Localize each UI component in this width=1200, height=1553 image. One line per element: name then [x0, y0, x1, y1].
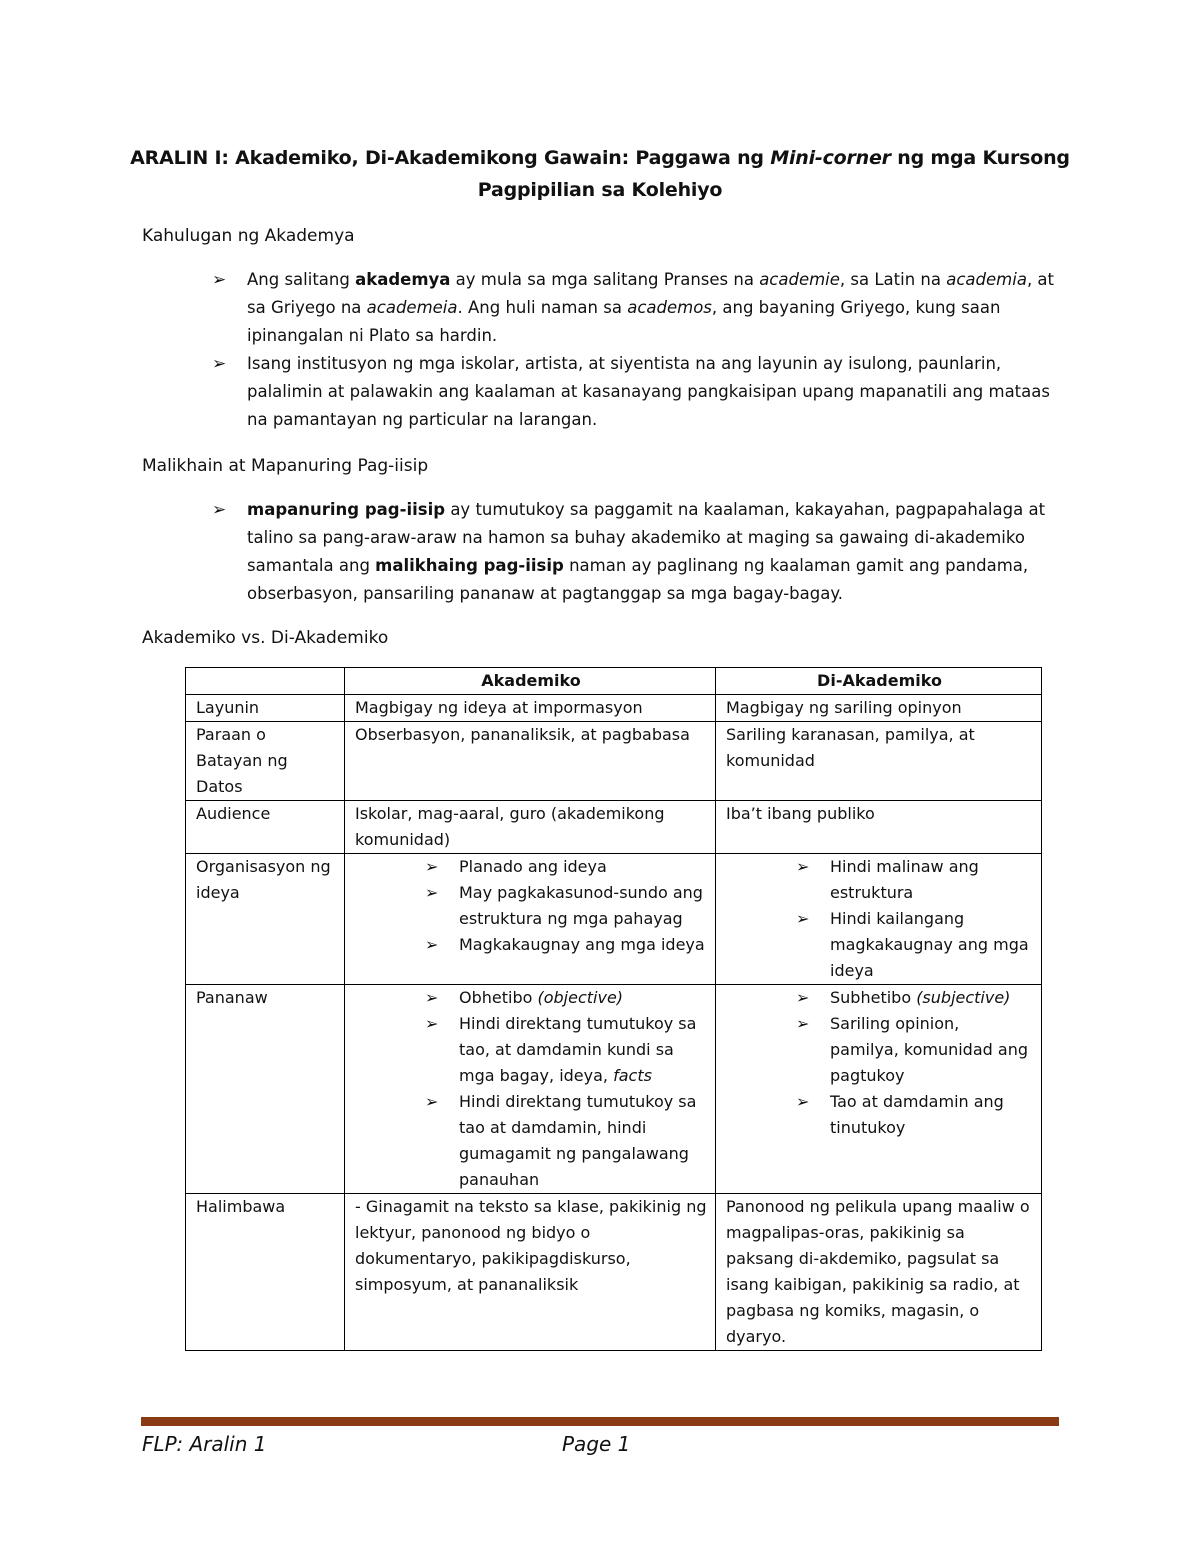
header-akademiko: Akademiko: [345, 668, 716, 695]
cell-di-akademiko: Magbigay ng sariling opinyon: [716, 695, 1042, 722]
header-di-akademiko: Di-Akademiko: [716, 668, 1042, 695]
list-item: ➢ Hindi malinaw ang estruktura: [796, 854, 1033, 906]
cell-akademiko: Obserbasyon, pananaliksik, at pagbabasa: [345, 722, 716, 801]
cell-akademiko: Magbigay ng ideya at impormasyon: [345, 695, 716, 722]
table-row: [186, 1194, 1042, 1351]
arrowhead-bullet-icon: ➢: [212, 354, 227, 374]
table-header-row: [186, 668, 1042, 695]
cell-akademiko: [345, 854, 716, 985]
arrowhead-bullet-icon: ➢: [796, 1092, 810, 1111]
arrowhead-bullet-icon: ➢: [425, 1014, 439, 1033]
arrowhead-bullet-icon: ➢: [796, 857, 810, 876]
list-item: ➢ May pagkakasunod-sundo ang estruktura ng mga pahayag: [425, 880, 707, 932]
kahulugan-bullet-list: [212, 266, 1072, 434]
row-label: Layunin: [186, 695, 345, 722]
list-item: ➢ Subhetibo (subjective): [796, 985, 1033, 1011]
table-row: [186, 695, 1042, 722]
cell-bullet-list: [355, 854, 707, 958]
cell-di-akademiko: Panonood ng pelikula upang maaliw o magpalipas-oras, pakikinig sa paksang di-akdemiko, pagsulat sa isang kaibigan, pakikinig sa radio, at pagbasa ng komiks, magasin, o dyaryo.: [716, 1194, 1042, 1351]
title-line-2: Pagpipilian sa Kolehiyo: [477, 179, 723, 201]
heading-malikhain: Malikhain at Mapanuring Pag-iisip: [142, 456, 429, 476]
cell-bullet-list: [726, 854, 1033, 984]
page-title: [120, 142, 1080, 206]
cell-bullet-list: [355, 985, 707, 1193]
row-label: Halimbawa: [186, 1194, 345, 1351]
cell-akademiko: [345, 985, 716, 1194]
table-row: [186, 722, 1042, 801]
malikhain-bullet-list: [212, 496, 1072, 608]
list-item: ➢ Tao at damdamin ang tinutukoy: [796, 1089, 1033, 1141]
table-row: [186, 854, 1042, 985]
arrowhead-bullet-icon: ➢: [425, 1092, 439, 1111]
cell-di-akademiko: Sariling karanasan, pamilya, at komunidad: [716, 722, 1042, 801]
arrowhead-bullet-icon: ➢: [796, 909, 810, 928]
arrowhead-bullet-icon: ➢: [212, 500, 227, 520]
cell-bullet-list: [726, 985, 1033, 1141]
footer-divider: [141, 1417, 1059, 1426]
heading-akademiko-vs: Akademiko vs. Di-Akademiko: [142, 628, 389, 648]
cell-akademiko: Iskolar, mag-aaral, guro (akademikong komunidad): [345, 801, 716, 854]
arrowhead-bullet-icon: ➢: [425, 883, 439, 902]
list-item: ➢ Hindi kailangang magkakaugnay ang mga ideya: [796, 906, 1033, 984]
table-row: [186, 801, 1042, 854]
footer-label: FLP: Aralin 1: [142, 1432, 267, 1456]
comparison-table: [185, 667, 1042, 1351]
row-label: Audience: [186, 801, 345, 854]
heading-kahulugan: Kahulugan ng Akademya: [142, 226, 355, 246]
list-item: ➢ Hindi direktang tumutukoy sa tao at damdamin, hindi gumagamit ng pangalawang panauhan: [425, 1089, 707, 1193]
list-item: ➢ Isang institusyon ng mga iskolar, artista, at siyentista na ang layunin ay isulong, paunlarin, palalimin at palawakin ang kaalaman at kasanayang pangkaisipan upang mapanatili ang mataas na pamantayan ng particular na larangan.: [212, 350, 1072, 434]
header-empty: [186, 668, 345, 695]
cell-di-akademiko: Iba’t ibang publiko: [716, 801, 1042, 854]
cell-akademiko: - Ginagamit na teksto sa klase, pakikinig ng lektyur, panonood ng bidyo o dokumentaryo, pakikipagdiskurso, simposyum, at pananaliksik: [345, 1194, 716, 1351]
arrowhead-bullet-icon: ➢: [425, 857, 439, 876]
list-item: ➢ Magkakaugnay ang mga ideya: [425, 932, 707, 958]
list-item: ➢ Hindi direktang tumutukoy sa tao, at damdamin kundi sa mga bagay, ideya, facts: [425, 1011, 707, 1089]
list-item: ➢ Ang salitang akademya ay mula sa mga salitang Pranses na academie, sa Latin na academia, at sa Griyego na academeia. Ang huli naman sa academos, ang bayaning Griyego, kung saan ipinangalan ni Plato sa hardin.: [212, 266, 1072, 350]
arrowhead-bullet-icon: ➢: [796, 988, 810, 1007]
list-item: ➢ Planado ang ideya: [425, 854, 707, 880]
table-row: [186, 985, 1042, 1194]
row-label: Pananaw: [186, 985, 345, 1194]
title-line-1: ARALIN I: Akademiko, Di-Akademikong Gawain: Paggawa ng Mini-corner ng mga Kursong: [130, 147, 1070, 169]
list-item: ➢ Obhetibo (objective): [425, 985, 707, 1011]
arrowhead-bullet-icon: ➢: [796, 1014, 810, 1033]
cell-di-akademiko: [716, 854, 1042, 985]
list-item: ➢ Sariling opinion, pamilya, komunidad ang pagtukoy: [796, 1011, 1033, 1089]
row-label: Paraan o Batayan ng Datos: [186, 722, 345, 801]
row-label: Organisasyon ng ideya: [186, 854, 345, 985]
cell-di-akademiko: [716, 985, 1042, 1194]
page-number: Page 1: [562, 1432, 631, 1456]
arrowhead-bullet-icon: ➢: [425, 988, 439, 1007]
arrowhead-bullet-icon: ➢: [212, 270, 227, 290]
arrowhead-bullet-icon: ➢: [425, 935, 439, 954]
list-item: ➢ mapanuring pag-iisip ay tumutukoy sa paggamit na kaalaman, kakayahan, pagpapahalaga at talino sa pang-araw-araw na hamon sa buhay akademiko at maging sa gawaing di-akademiko samantala ang malikhaing pag-iisip naman ay paglinang ng kaalaman gamit ang pandama, obserbasyon, pansariling pananaw at pagtanggap sa mga bagay-bagay.: [212, 496, 1072, 608]
